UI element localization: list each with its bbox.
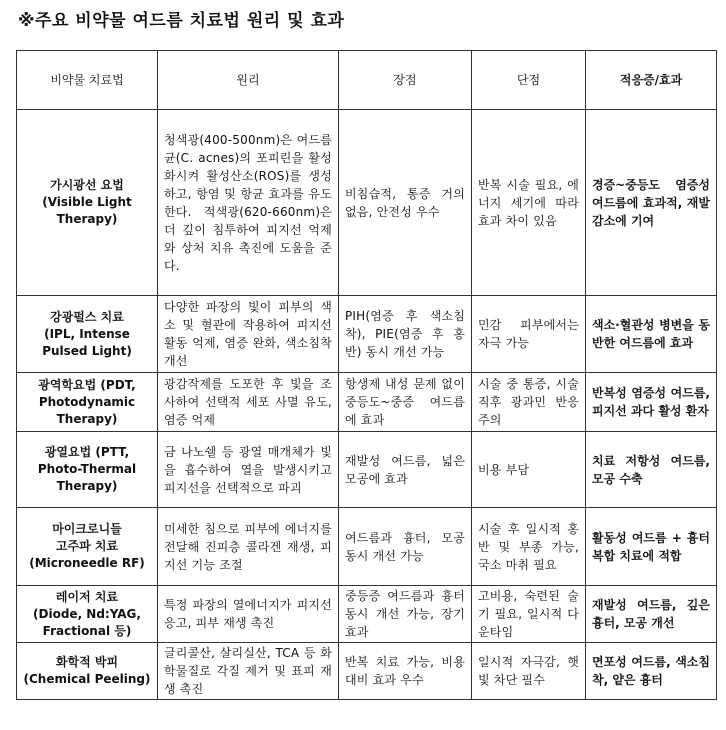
effect-cell: 면포성 여드름, 색소침착, 얕은 흉터 <box>586 643 717 700</box>
cons-cell: 민감 피부에서는 자극 가능 <box>472 296 586 373</box>
cons-cell: 시술 중 통증, 시술 직후 광과민 반응 주의 <box>472 373 586 432</box>
effect-cell: 활동성 여드름 + 흉터 복합 치료에 적합 <box>586 508 717 586</box>
cons-cell: 고비용, 숙련된 술기 필요, 일시적 다운타임 <box>472 586 586 643</box>
treatment-name: 강광펄스 치료 (IPL, Intense Pulsed Light) <box>17 296 158 373</box>
pros-cell: 재발성 여드름, 넓은 모공에 효과 <box>339 432 472 508</box>
table-row <box>17 432 717 508</box>
effect-cell: 반복성 염증성 여드름, 피지선 과다 활성 환자 <box>586 373 717 432</box>
treatment-name: 화학적 박피 (Chemical Peeling) <box>17 643 158 700</box>
pros-cell: PIH(염증 후 색소침착), PIE(염증 후 홍반) 동시 개선 가능 <box>339 296 472 373</box>
header-treatment: 비약물 치료법 <box>17 51 158 110</box>
principle-cell: 금 나노쉘 등 광열 매개체가 빛을 흡수하여 열을 발생시키고 피지선을 선택적으로 파괴 <box>158 432 339 508</box>
principle-cell: 글리콜산, 살리실산, TCA 등 화학물질로 각질 제거 및 표피 재생 촉진 <box>158 643 339 700</box>
header-effect: 적응증/효과 <box>586 51 717 110</box>
pros-cell: 항생제 내성 문제 없이 중등도~중증 여드름에 효과 <box>339 373 472 432</box>
header-cons: 단점 <box>472 51 586 110</box>
cons-cell: 비용 부담 <box>472 432 586 508</box>
principle-cell: 다양한 파장의 빛이 피부의 색소 및 혈관에 작용하여 피지선 활동 억제, 염증 완화, 색소침착 개선 <box>158 296 339 373</box>
effect-cell: 치료 저항성 여드름, 모공 수축 <box>586 432 717 508</box>
pros-cell: 반복 치료 가능, 비용 대비 효과 우수 <box>339 643 472 700</box>
table-row <box>17 110 717 296</box>
cons-cell: 시술 후 일시적 홍반 및 부종 가능, 국소 마취 필요 <box>472 508 586 586</box>
table-row <box>17 643 717 700</box>
treatment-name: 광역학요법 (PDT, Photodynamic Therapy) <box>17 373 158 432</box>
treatment-name: 레이저 치료 (Diode, Nd:YAG, Fractional 등) <box>17 586 158 643</box>
principle-cell: 미세한 침으로 피부에 에너지를 전달해 진피층 콜라겐 재생, 피지선 기능 조절 <box>158 508 339 586</box>
header-pros: 장점 <box>339 51 472 110</box>
table-row <box>17 373 717 432</box>
pros-cell: 중등증 여드름과 흉터 동시 개선 가능, 장기 효과 <box>339 586 472 643</box>
treatment-name: 가시광선 요법 (Visible Light Therapy) <box>17 110 158 296</box>
principle-cell: 광감작제를 도포한 후 빛을 조사하여 선택적 세포 사멸 유도, 염증 억제 <box>158 373 339 432</box>
pros-cell: 여드름과 흉터, 모공 동시 개선 가능 <box>339 508 472 586</box>
treatment-name: 광열요법 (PTT, Photo-Thermal Therapy) <box>17 432 158 508</box>
effect-cell: 재발성 여드름, 깊은 흉터, 모공 개선 <box>586 586 717 643</box>
table-row <box>17 508 717 586</box>
treatment-name: 마이크로니들 고주파 치료 (Microneedle RF) <box>17 508 158 586</box>
cons-cell: 일시적 자극감, 햇빛 차단 필수 <box>472 643 586 700</box>
table-row <box>17 296 717 373</box>
effect-cell: 색소·혈관성 병변을 동반한 여드름에 효과 <box>586 296 717 373</box>
cons-cell: 반복 시술 필요, 에너지 세기에 따라 효과 차이 있음 <box>472 110 586 296</box>
principle-cell: 특정 파장의 열에너지가 피지선 응고, 피부 재생 촉진 <box>158 586 339 643</box>
page-title: ※주요 비약물 여드름 치료법 원리 및 효과 <box>18 11 345 31</box>
table-header-row <box>17 51 717 110</box>
treatment-table <box>16 50 717 700</box>
table-row <box>17 586 717 643</box>
pros-cell: 비침습적, 통증 거의 없음, 안전성 우수 <box>339 110 472 296</box>
principle-cell: 청색광(400-500nm)은 여드름균(C. acnes)의 포피린을 활성화시켜 활성산소(ROS)를 생성하고, 항염 및 항균 효과를 유도한다. 적색광(620-660nm)은 더 깊이 침투하여 피지선 억제와 상처 치유 촉진에 도움을 준다. <box>158 110 339 296</box>
effect-cell: 경증~중등도 염증성 여드름에 효과적, 재발 감소에 기여 <box>586 110 717 296</box>
header-principle: 원리 <box>158 51 339 110</box>
